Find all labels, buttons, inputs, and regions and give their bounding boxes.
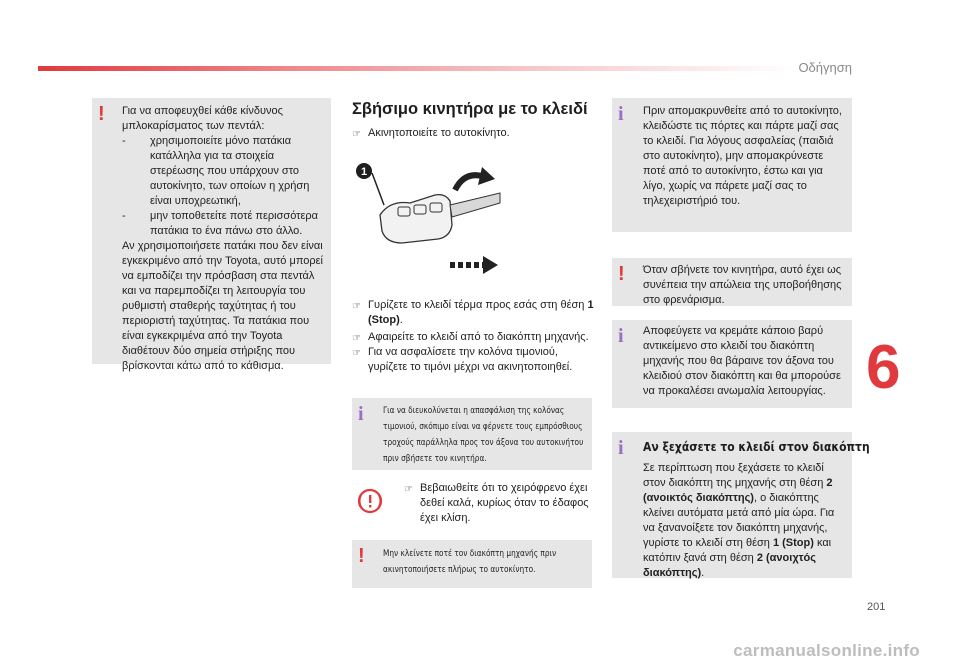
section-heading: Σβήσιμο κινητήρα με το κλειδί (352, 100, 588, 118)
step-text: Για να ασφαλίσετε την κολόνα τιμονιού, γυρίζετε το τιμόνι μέχρι να ακινητοποιηθεί. (368, 346, 573, 373)
warning-closing-text: Αν χρησιμοποιήσετε πατάκι που δεν είναι εγκεκριμένο από την Toyota, αυτό μπορεί να εμποδίζει την πρόσβαση στα πεντάλ και να παρεμποδίζει τη λειτουργία του ρυθμιστή σταθερής ταχύτητας ή του περιοριστή ταχύτητας. Τα πατάκια που είναι εγκεκριμένα από την Toyota διαθέτουν δύο σημεία στήριξης που βρίσκονται κάτω από το κάθισμα. (122, 240, 323, 372)
brake-assist-warning-box (612, 258, 852, 306)
exclamation-icon: ! (358, 545, 365, 567)
text-run: και κατόπιν ξανά στη θέση (643, 537, 832, 564)
pointer-icon: ☞ (352, 348, 361, 359)
text-run: . (701, 567, 705, 579)
step-text: Γυρίζετε το κλειδί τέρμα προς εσάς στη θέση (368, 299, 588, 311)
callout-line (372, 173, 384, 205)
page-number: 201 (867, 601, 886, 613)
text-run: , ο διακόπτης κλείνει αυτόματα μετά από μία ώρα. Για να ξανανοίξετε τον διακόπτη μηχανής, γυρίστε το κλειδί στη θέση (643, 492, 835, 549)
step-text: Αφαιρείτε το κλειδί από το διακόπτη μηχανής. (368, 331, 589, 343)
bold-run: 2 (ανοικτός διακόπτης) (643, 477, 833, 504)
info-text: Πριν απομακρυνθείτε από το αυτοκίνητο, κλειδώστε τις πόρτες και πάρτε μαζί σας το κλειδί. Για λόγους ασφαλείας (παιδιά στο αυτοκίνητο), μην απομακρύνεστε ποτέ από το αυτοκίνητο, έστω και για λίγο, χωρίς να πάρετε μαζί σας το τηλεχειριστήριό του. (643, 105, 842, 207)
info-text: Για να διευκολύνεται η απασφάλιση της κολόνας τιμονιού, σκόπιμο είναι να φέρνετε τους εμπρόσθιους τροχούς παράλληλα προς τον άξονα του αυτοκινήτου πριν σβήσετε τον κινητήρα. (383, 406, 584, 464)
step-bullet (352, 126, 592, 141)
box-title: Αν ξεχάσετε το κλειδί στον διακόπτη (643, 440, 870, 454)
info-icon: i (618, 437, 624, 459)
leave-car-info-box (612, 98, 852, 232)
watermark: carmanualsonline.info (733, 641, 920, 660)
step-bullet (352, 330, 594, 345)
callout-label: 1 (360, 166, 368, 178)
info-icon: i (358, 403, 364, 425)
step-bold: 1 (Stop) (368, 299, 594, 326)
pedal-warning-box (92, 98, 331, 372)
info-icon: i (618, 325, 624, 347)
step-bullet (352, 298, 594, 328)
brake-warning-icon (357, 488, 383, 514)
warning-line: μπλοκαρίσματος των πεντάλ: (122, 120, 265, 132)
warning-text: Όταν σβήνετε τον κινητήρα, αυτό έχει ως συνέπεια την απώλεια της υποβοήθησης στο φρενάρισμα. (643, 264, 842, 306)
ignition-warning-box (352, 540, 592, 588)
warning-line: Για να αποφευχθεί κάθε κίνδυνος (122, 105, 283, 117)
step-bullet (352, 345, 594, 375)
forgotten-key-info-box (612, 432, 870, 579)
step-text: Ακινητοποιείτε το αυτοκίνητο. (368, 127, 510, 139)
section-title: Οδήγηση (798, 60, 852, 75)
exclamation-icon: ! (618, 263, 625, 285)
bold-run: 2 (ανοιχτός διακόπτης) (643, 552, 817, 579)
step-text: Βεβαιωθείτε ότι το χειρόφρενο έχει δεθεί καλά, κυρίως όταν το έδαφος έχει κλίση. (420, 482, 589, 524)
dash-item: - χρησιμοποιείτε μόνο πατάκια κατάλληλα για τα στοιχεία στερέωσης που υπάρχουν στο αυτοκίνητο, των οποίων η χρήση είναι υποχρεωτική, (122, 134, 328, 209)
handbrake-bullet (404, 481, 594, 526)
pull-arrowhead (483, 256, 498, 274)
steering-info-box (352, 398, 592, 470)
key-fob-shape (380, 195, 452, 243)
forgotten-key-text (643, 461, 848, 581)
bold-run: 1 (Stop) (772, 537, 814, 549)
exclamation-icon: ! (98, 103, 105, 125)
heavy-object-info-box (612, 320, 852, 408)
dash-item: - μην τοποθετείτε ποτέ περισσότερα πατάκια το ένα πάνω στο άλλο. (122, 209, 328, 239)
header-accent-bar (38, 66, 796, 71)
step-text: . (399, 314, 403, 326)
pointer-icon: ☞ (352, 333, 361, 344)
info-text: Αποφεύγετε να κρεμάτε κάποιο βαρύ αντικείμενο στο κλειδί του διακόπτη μηχανής που θα βάραινε τον άξονα του κλειδιού στον διακόπτη και θα μπορούσε να προκαλέσει ανωμαλία λειτουργίας. (643, 325, 841, 397)
warning-text: Μην κλείνετε ποτέ τον διακόπτη μηχανής πριν ακινητοποιήσετε πλήρως το αυτοκίνητο. (383, 549, 557, 575)
rotate-arrowhead (478, 167, 495, 185)
pointer-icon: ☞ (352, 129, 361, 140)
pointer-icon: ☞ (352, 301, 361, 312)
chapter-number: 6 (866, 333, 901, 402)
text-run: Σε περίπτωση που ξεχάσετε το κλειδί στον διακόπτη της μηχανής στη θέση (643, 462, 827, 489)
pointer-icon: ☞ (404, 484, 413, 495)
key-blade (450, 193, 500, 217)
key-illustration (350, 145, 510, 285)
info-icon: i (618, 103, 624, 125)
